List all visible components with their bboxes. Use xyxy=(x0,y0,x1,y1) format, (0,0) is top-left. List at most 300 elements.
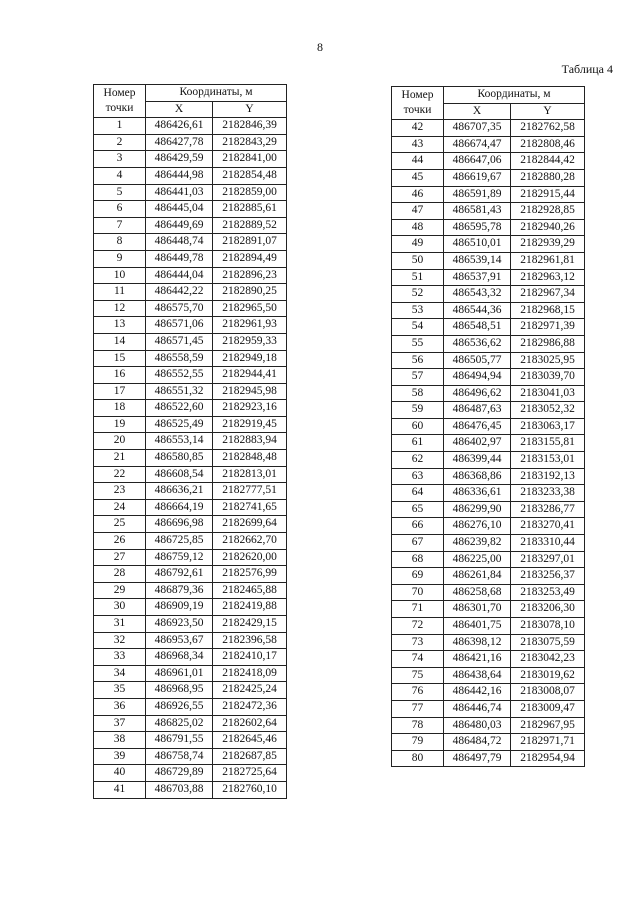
y-coordinate-cell: 2183019,62 xyxy=(511,667,585,684)
point-number-cell: 64 xyxy=(392,485,444,502)
x-coordinate-cell: 486261,84 xyxy=(444,568,511,585)
x-coordinate-cell: 486707,35 xyxy=(444,120,511,137)
y-coordinate-cell: 2182961,93 xyxy=(213,317,287,334)
table-row xyxy=(392,501,585,518)
y-coordinate-cell: 2183008,07 xyxy=(511,684,585,701)
table-row xyxy=(392,418,585,435)
table-row xyxy=(392,120,585,137)
table-row xyxy=(392,402,585,419)
x-coordinate-cell: 486923,50 xyxy=(146,616,213,633)
y-coordinate-cell: 2183233,38 xyxy=(511,485,585,502)
point-number-cell: 7 xyxy=(94,217,146,234)
table-row xyxy=(94,466,287,483)
y-coordinate-cell: 2182843,29 xyxy=(213,134,287,151)
y-coordinate-cell: 2182741,65 xyxy=(213,499,287,516)
x-coordinate-cell: 486301,70 xyxy=(444,601,511,618)
x-coordinate-cell: 486446,74 xyxy=(444,700,511,717)
table-row xyxy=(94,582,287,599)
table-row xyxy=(94,732,287,749)
y-coordinate-cell: 2182971,39 xyxy=(511,319,585,336)
point-number-cell: 18 xyxy=(94,400,146,417)
table-row xyxy=(392,452,585,469)
table-row xyxy=(392,153,585,170)
table-row xyxy=(392,435,585,452)
point-number-cell: 57 xyxy=(392,369,444,386)
point-number-cell: 61 xyxy=(392,435,444,452)
point-number-cell: 66 xyxy=(392,518,444,535)
table-row xyxy=(94,765,287,782)
y-coordinate-cell: 2183025,95 xyxy=(511,352,585,369)
table-row xyxy=(94,416,287,433)
point-number-cell: 71 xyxy=(392,601,444,618)
x-coordinate-cell: 486476,45 xyxy=(444,418,511,435)
x-coordinate-cell: 486636,21 xyxy=(146,483,213,500)
x-coordinate-cell: 486591,89 xyxy=(444,186,511,203)
table-row xyxy=(392,651,585,668)
point-number-cell: 6 xyxy=(94,201,146,218)
x-coordinate-cell: 486581,43 xyxy=(444,203,511,220)
point-number-cell: 19 xyxy=(94,416,146,433)
y-coordinate-cell: 2182418,09 xyxy=(213,665,287,682)
point-number-cell: 11 xyxy=(94,284,146,301)
table-row xyxy=(392,352,585,369)
table-row xyxy=(94,300,287,317)
y-coordinate-cell: 2182762,58 xyxy=(511,120,585,137)
x-coordinate-cell: 486276,10 xyxy=(444,518,511,535)
point-number-cell: 58 xyxy=(392,385,444,402)
table-row xyxy=(392,136,585,153)
x-coordinate-cell: 486449,78 xyxy=(146,250,213,267)
point-number-cell: 8 xyxy=(94,234,146,251)
x-coordinate-cell: 486444,98 xyxy=(146,167,213,184)
y-coordinate-cell: 2182687,85 xyxy=(213,748,287,765)
table-row xyxy=(94,599,287,616)
x-coordinate-cell: 486522,60 xyxy=(146,400,213,417)
table-row xyxy=(94,267,287,284)
point-number-cell: 74 xyxy=(392,651,444,668)
table-row xyxy=(392,684,585,701)
y-coordinate-cell: 2182760,10 xyxy=(213,781,287,798)
y-coordinate-cell: 2182945,98 xyxy=(213,383,287,400)
coordinates-header: Координаты, м xyxy=(444,87,585,104)
point-number-header-line2: точки xyxy=(105,102,134,115)
table-row xyxy=(94,549,287,566)
x-coordinate-cell: 486953,67 xyxy=(146,632,213,649)
y-coordinate-cell: 2182841,00 xyxy=(213,151,287,168)
y-header: Y xyxy=(511,103,585,120)
y-coordinate-cell: 2182777,51 xyxy=(213,483,287,500)
point-number-cell: 32 xyxy=(94,632,146,649)
x-coordinate-cell: 486558,59 xyxy=(146,350,213,367)
point-number-cell: 15 xyxy=(94,350,146,367)
y-coordinate-cell: 2183039,70 xyxy=(511,369,585,386)
table-row xyxy=(94,400,287,417)
point-number-cell: 16 xyxy=(94,367,146,384)
x-coordinate-cell: 486444,04 xyxy=(146,267,213,284)
table-row xyxy=(94,250,287,267)
y-coordinate-cell: 2182944,41 xyxy=(213,367,287,384)
x-coordinate-cell: 486674,47 xyxy=(444,136,511,153)
point-number-cell: 79 xyxy=(392,734,444,751)
point-number-cell: 1 xyxy=(94,118,146,135)
table-row xyxy=(392,286,585,303)
table-row xyxy=(392,485,585,502)
y-coordinate-cell: 2182662,70 xyxy=(213,533,287,550)
point-number-cell: 54 xyxy=(392,319,444,336)
y-coordinate-cell: 2183052,32 xyxy=(511,402,585,419)
y-coordinate-cell: 2182961,81 xyxy=(511,252,585,269)
point-number-cell: 46 xyxy=(392,186,444,203)
y-coordinate-cell: 2182854,48 xyxy=(213,167,287,184)
y-coordinate-cell: 2183206,30 xyxy=(511,601,585,618)
point-number-cell: 28 xyxy=(94,566,146,583)
x-coordinate-cell: 486441,03 xyxy=(146,184,213,201)
x-coordinate-cell: 486449,69 xyxy=(146,217,213,234)
point-number-cell: 44 xyxy=(392,153,444,170)
y-coordinate-cell: 2182986,88 xyxy=(511,335,585,352)
table-row xyxy=(94,234,287,251)
point-number-cell: 65 xyxy=(392,501,444,518)
x-coordinate-cell: 486725,85 xyxy=(146,533,213,550)
x-coordinate-cell: 486647,06 xyxy=(444,153,511,170)
y-coordinate-cell: 2182848,48 xyxy=(213,450,287,467)
point-number-cell: 33 xyxy=(94,649,146,666)
x-coordinate-cell: 486571,45 xyxy=(146,333,213,350)
y-coordinate-cell: 2182808,46 xyxy=(511,136,585,153)
table-row xyxy=(94,217,287,234)
point-number-cell: 43 xyxy=(392,136,444,153)
x-coordinate-cell: 486552,55 xyxy=(146,367,213,384)
y-coordinate-cell: 2182620,00 xyxy=(213,549,287,566)
table-row xyxy=(94,781,287,798)
y-coordinate-cell: 2182968,15 xyxy=(511,302,585,319)
y-coordinate-cell: 2183270,41 xyxy=(511,518,585,535)
point-number-cell: 10 xyxy=(94,267,146,284)
point-number-cell: 35 xyxy=(94,682,146,699)
table-row xyxy=(94,715,287,732)
table-row xyxy=(392,535,585,552)
point-number-cell: 56 xyxy=(392,352,444,369)
y-coordinate-cell: 2182971,71 xyxy=(511,734,585,751)
y-coordinate-cell: 2182465,88 xyxy=(213,582,287,599)
coordinates-header: Координаты, м xyxy=(146,85,287,102)
y-coordinate-cell: 2182576,99 xyxy=(213,566,287,583)
point-number-cell: 48 xyxy=(392,219,444,236)
x-coordinate-cell: 486487,63 xyxy=(444,402,511,419)
table-row xyxy=(392,252,585,269)
table-row xyxy=(94,118,287,135)
table-row xyxy=(94,151,287,168)
x-coordinate-cell: 486401,75 xyxy=(444,618,511,635)
table-row xyxy=(392,319,585,336)
point-number-cell: 51 xyxy=(392,269,444,286)
y-coordinate-cell: 2182915,44 xyxy=(511,186,585,203)
y-coordinate-cell: 2182725,64 xyxy=(213,765,287,782)
x-coordinate-cell: 486258,68 xyxy=(444,584,511,601)
x-coordinate-cell: 486696,98 xyxy=(146,516,213,533)
table-row xyxy=(94,698,287,715)
x-coordinate-cell: 486402,97 xyxy=(444,435,511,452)
y-coordinate-cell: 2183192,13 xyxy=(511,468,585,485)
table-row xyxy=(94,616,287,633)
table-row xyxy=(392,219,585,236)
x-coordinate-cell: 486968,34 xyxy=(146,649,213,666)
page-number: 8 xyxy=(317,40,323,54)
y-coordinate-cell: 2182602,64 xyxy=(213,715,287,732)
point-number-header xyxy=(392,87,444,120)
table-row xyxy=(392,468,585,485)
y-coordinate-cell: 2183297,01 xyxy=(511,551,585,568)
point-number-cell: 75 xyxy=(392,667,444,684)
x-coordinate-cell: 486536,62 xyxy=(444,335,511,352)
x-coordinate-cell: 486792,61 xyxy=(146,566,213,583)
point-number-cell: 25 xyxy=(94,516,146,533)
x-coordinate-cell: 486575,70 xyxy=(146,300,213,317)
y-coordinate-cell: 2182883,94 xyxy=(213,433,287,450)
table-row xyxy=(94,167,287,184)
point-number-cell: 5 xyxy=(94,184,146,201)
x-coordinate-cell: 486438,64 xyxy=(444,667,511,684)
x-coordinate-cell: 486619,67 xyxy=(444,169,511,186)
y-header: Y xyxy=(213,101,287,118)
table-caption: Таблица 4 xyxy=(561,62,613,76)
point-number-cell: 23 xyxy=(94,483,146,500)
y-coordinate-cell: 2182699,64 xyxy=(213,516,287,533)
y-coordinate-cell: 2182410,17 xyxy=(213,649,287,666)
point-number-cell: 67 xyxy=(392,535,444,552)
y-coordinate-cell: 2183153,01 xyxy=(511,452,585,469)
point-number-cell: 60 xyxy=(392,418,444,435)
y-coordinate-cell: 2182885,61 xyxy=(213,201,287,218)
point-number-cell: 59 xyxy=(392,402,444,419)
table-row xyxy=(392,734,585,751)
table-row xyxy=(392,369,585,386)
y-coordinate-cell: 2182859,00 xyxy=(213,184,287,201)
point-number-cell: 37 xyxy=(94,715,146,732)
table-row xyxy=(94,201,287,218)
y-coordinate-cell: 2182894,49 xyxy=(213,250,287,267)
point-number-cell: 40 xyxy=(94,765,146,782)
y-coordinate-cell: 2182429,15 xyxy=(213,616,287,633)
point-number-cell: 36 xyxy=(94,698,146,715)
x-coordinate-cell: 486427,78 xyxy=(146,134,213,151)
point-number-cell: 78 xyxy=(392,717,444,734)
x-coordinate-cell: 486703,88 xyxy=(146,781,213,798)
x-coordinate-cell: 486299,90 xyxy=(444,501,511,518)
x-coordinate-cell: 486480,03 xyxy=(444,717,511,734)
point-number-cell: 13 xyxy=(94,317,146,334)
x-coordinate-cell: 486398,12 xyxy=(444,634,511,651)
table-row xyxy=(392,302,585,319)
point-number-cell: 62 xyxy=(392,452,444,469)
table-row xyxy=(94,367,287,384)
y-coordinate-cell: 2182939,29 xyxy=(511,236,585,253)
table-row xyxy=(392,186,585,203)
y-coordinate-cell: 2183155,81 xyxy=(511,435,585,452)
point-number-cell: 22 xyxy=(94,466,146,483)
x-coordinate-cell: 486825,02 xyxy=(146,715,213,732)
point-number-cell: 29 xyxy=(94,582,146,599)
table-row xyxy=(94,533,287,550)
y-coordinate-cell: 2183253,49 xyxy=(511,584,585,601)
table-row xyxy=(94,499,287,516)
y-coordinate-cell: 2182965,50 xyxy=(213,300,287,317)
point-number-cell: 50 xyxy=(392,252,444,269)
table-row xyxy=(94,383,287,400)
point-number-cell: 72 xyxy=(392,618,444,635)
table-row xyxy=(94,284,287,301)
y-coordinate-cell: 2182890,25 xyxy=(213,284,287,301)
x-coordinate-cell: 486543,32 xyxy=(444,286,511,303)
y-coordinate-cell: 2182645,46 xyxy=(213,732,287,749)
x-coordinate-cell: 486608,54 xyxy=(146,466,213,483)
y-coordinate-cell: 2183042,23 xyxy=(511,651,585,668)
table-row xyxy=(94,350,287,367)
point-number-cell: 30 xyxy=(94,599,146,616)
x-coordinate-cell: 486879,36 xyxy=(146,582,213,599)
y-coordinate-cell: 2182419,88 xyxy=(213,599,287,616)
x-coordinate-cell: 486539,14 xyxy=(444,252,511,269)
point-number-cell: 76 xyxy=(392,684,444,701)
point-number-cell: 38 xyxy=(94,732,146,749)
y-coordinate-cell: 2182880,28 xyxy=(511,169,585,186)
y-coordinate-cell: 2182889,52 xyxy=(213,217,287,234)
point-number-cell: 14 xyxy=(94,333,146,350)
point-number-cell: 69 xyxy=(392,568,444,585)
point-number-cell: 31 xyxy=(94,616,146,633)
table-row xyxy=(392,717,585,734)
y-coordinate-cell: 2182967,95 xyxy=(511,717,585,734)
x-coordinate-cell: 486336,61 xyxy=(444,485,511,502)
x-coordinate-cell: 486484,72 xyxy=(444,734,511,751)
y-coordinate-cell: 2183256,37 xyxy=(511,568,585,585)
point-number-cell: 49 xyxy=(392,236,444,253)
point-number-cell: 63 xyxy=(392,468,444,485)
x-coordinate-cell: 486968,95 xyxy=(146,682,213,699)
y-coordinate-cell: 2183075,59 xyxy=(511,634,585,651)
point-number-cell: 21 xyxy=(94,450,146,467)
point-number-header-line1: Номер xyxy=(103,87,136,100)
point-number-cell: 45 xyxy=(392,169,444,186)
table-row xyxy=(392,385,585,402)
y-coordinate-cell: 2182919,45 xyxy=(213,416,287,433)
x-coordinate-cell: 486448,74 xyxy=(146,234,213,251)
x-coordinate-cell: 486421,16 xyxy=(444,651,511,668)
table-row xyxy=(94,632,287,649)
y-coordinate-cell: 2183063,17 xyxy=(511,418,585,435)
x-coordinate-cell: 486548,51 xyxy=(444,319,511,336)
x-coordinate-cell: 486494,94 xyxy=(444,369,511,386)
x-coordinate-cell: 486926,55 xyxy=(146,698,213,715)
table-row xyxy=(392,269,585,286)
y-coordinate-cell: 2182928,85 xyxy=(511,203,585,220)
y-coordinate-cell: 2183310,44 xyxy=(511,535,585,552)
x-coordinate-cell: 486442,22 xyxy=(146,284,213,301)
y-coordinate-cell: 2182959,33 xyxy=(213,333,287,350)
point-number-cell: 73 xyxy=(392,634,444,651)
point-number-cell: 39 xyxy=(94,748,146,765)
x-coordinate-cell: 486553,14 xyxy=(146,433,213,450)
point-number-cell: 68 xyxy=(392,551,444,568)
point-number-cell: 42 xyxy=(392,120,444,137)
table-row xyxy=(94,433,287,450)
point-number-cell: 77 xyxy=(392,700,444,717)
x-coordinate-cell: 486664,19 xyxy=(146,499,213,516)
y-coordinate-cell: 2182949,18 xyxy=(213,350,287,367)
point-number-cell: 17 xyxy=(94,383,146,400)
point-number-cell: 24 xyxy=(94,499,146,516)
x-coordinate-cell: 486442,16 xyxy=(444,684,511,701)
x-coordinate-cell: 486759,12 xyxy=(146,549,213,566)
point-number-cell: 2 xyxy=(94,134,146,151)
table-row xyxy=(94,134,287,151)
x-coordinate-cell: 486399,44 xyxy=(444,452,511,469)
point-number-cell: 55 xyxy=(392,335,444,352)
y-coordinate-cell: 2182472,36 xyxy=(213,698,287,715)
table-row xyxy=(392,618,585,635)
x-coordinate-cell: 486571,06 xyxy=(146,317,213,334)
x-coordinate-cell: 486537,91 xyxy=(444,269,511,286)
x-coordinate-cell: 486961,01 xyxy=(146,665,213,682)
table-row xyxy=(94,450,287,467)
y-coordinate-cell: 2182954,94 xyxy=(511,750,585,767)
point-number-cell: 70 xyxy=(392,584,444,601)
y-coordinate-cell: 2182940,26 xyxy=(511,219,585,236)
table-row xyxy=(392,203,585,220)
table-row xyxy=(392,518,585,535)
x-coordinate-cell: 486544,36 xyxy=(444,302,511,319)
x-coordinate-cell: 486497,79 xyxy=(444,750,511,767)
x-header: X xyxy=(444,103,511,120)
point-number-cell: 4 xyxy=(94,167,146,184)
x-coordinate-cell: 486368,86 xyxy=(444,468,511,485)
table-row xyxy=(392,169,585,186)
point-number-cell: 3 xyxy=(94,151,146,168)
table-row xyxy=(392,335,585,352)
point-number-cell: 53 xyxy=(392,302,444,319)
coordinates-table-left xyxy=(93,84,287,799)
table-row xyxy=(94,566,287,583)
table-row xyxy=(94,649,287,666)
table-row xyxy=(392,601,585,618)
y-coordinate-cell: 2183041,03 xyxy=(511,385,585,402)
y-coordinate-cell: 2182891,07 xyxy=(213,234,287,251)
x-coordinate-cell: 486426,61 xyxy=(146,118,213,135)
x-coordinate-cell: 486510,01 xyxy=(444,236,511,253)
point-number-header xyxy=(94,85,146,118)
y-coordinate-cell: 2182967,34 xyxy=(511,286,585,303)
point-number-cell: 80 xyxy=(392,750,444,767)
y-coordinate-cell: 2183078,10 xyxy=(511,618,585,635)
point-number-header-line1: Номер xyxy=(401,89,434,102)
x-header: X xyxy=(146,101,213,118)
point-number-cell: 20 xyxy=(94,433,146,450)
table-row xyxy=(392,584,585,601)
x-coordinate-cell: 486525,49 xyxy=(146,416,213,433)
table-row xyxy=(94,483,287,500)
y-coordinate-cell: 2183286,77 xyxy=(511,501,585,518)
x-coordinate-cell: 486496,62 xyxy=(444,385,511,402)
point-number-cell: 34 xyxy=(94,665,146,682)
y-coordinate-cell: 2182813,01 xyxy=(213,466,287,483)
table-row xyxy=(392,700,585,717)
x-coordinate-cell: 486551,32 xyxy=(146,383,213,400)
table-row xyxy=(392,750,585,767)
table-row xyxy=(94,516,287,533)
table-row xyxy=(392,568,585,585)
x-coordinate-cell: 486909,19 xyxy=(146,599,213,616)
table-row xyxy=(94,184,287,201)
